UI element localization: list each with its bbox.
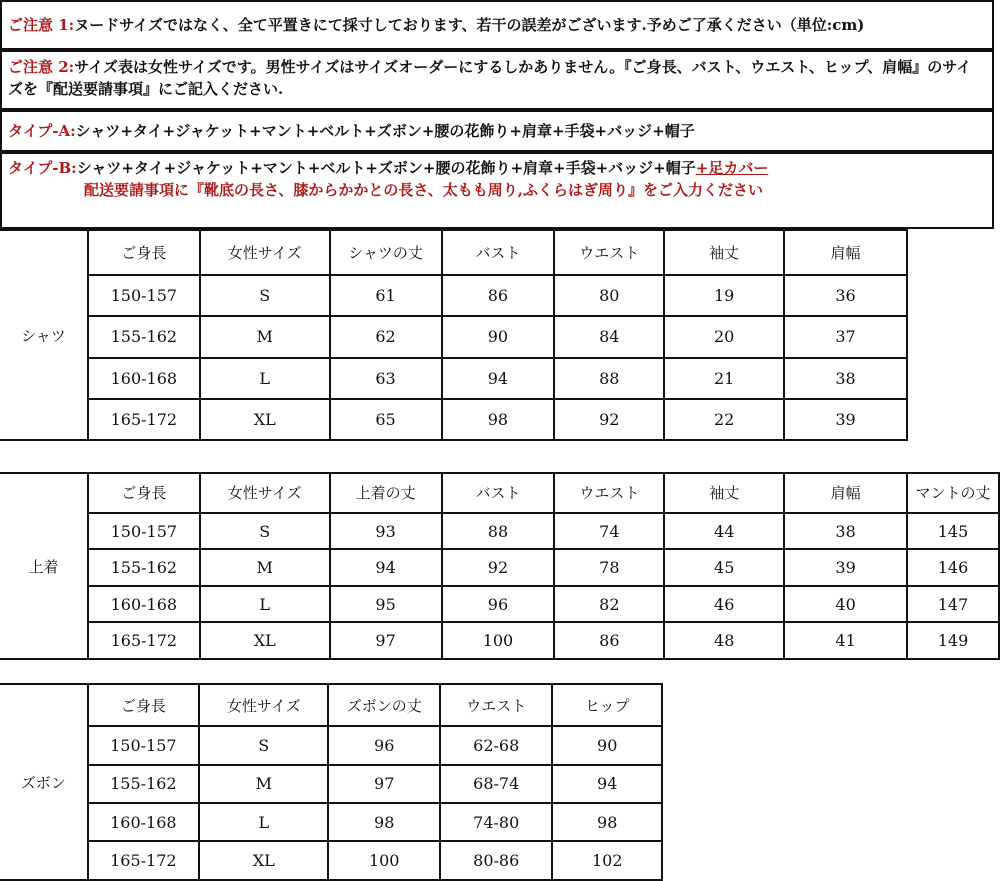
table-cell: 74-80 bbox=[440, 803, 552, 841]
shirt-size-table bbox=[0, 229, 908, 441]
table-cell: 90 bbox=[442, 316, 555, 357]
table-cell: 155-162 bbox=[88, 549, 200, 586]
note-text: ヌードサイズではなく、全て平置きにて採寸しております、若干の誤差がございます.予めご了承ください（単位:cm) bbox=[74, 16, 865, 34]
table-row bbox=[0, 622, 999, 659]
table-row bbox=[0, 803, 662, 841]
header-row bbox=[0, 684, 662, 726]
column-header: バスト bbox=[442, 230, 555, 275]
type-extra: +足カバー bbox=[695, 159, 769, 177]
table-row bbox=[0, 316, 907, 357]
column-header: 女性サイズ bbox=[199, 684, 328, 726]
type-label: タイプ-B: bbox=[8, 159, 77, 177]
column-header: 袖丈 bbox=[664, 230, 784, 275]
table-cell: 98 bbox=[552, 803, 662, 841]
table-cell: 98 bbox=[328, 803, 440, 841]
note-2 bbox=[0, 50, 994, 110]
table-cell: 80-86 bbox=[440, 841, 552, 880]
column-header: 袖丈 bbox=[664, 473, 784, 513]
column-header: マントの丈 bbox=[907, 473, 999, 513]
table-cell: 165-172 bbox=[88, 622, 200, 659]
column-header: 女性サイズ bbox=[200, 230, 330, 275]
table-cell: M bbox=[199, 765, 328, 803]
type-label: タイプ-A: bbox=[8, 122, 76, 140]
jacket-size-table bbox=[0, 472, 1000, 660]
column-header: ウエスト bbox=[440, 684, 552, 726]
table-cell: 160-168 bbox=[88, 586, 200, 623]
table-cell: 95 bbox=[330, 586, 442, 623]
column-header: バスト bbox=[442, 473, 555, 513]
table-cell: 62 bbox=[330, 316, 442, 357]
table-cell: 80 bbox=[554, 275, 664, 316]
table-cell: 84 bbox=[554, 316, 664, 357]
column-header: 肩幅 bbox=[784, 230, 907, 275]
table-cell: 155-162 bbox=[88, 765, 200, 803]
table-cell: 44 bbox=[664, 513, 784, 550]
table-cell: 165-172 bbox=[88, 399, 200, 440]
table-cell: S bbox=[200, 513, 330, 550]
note-1 bbox=[0, 0, 994, 50]
table-cell: 22 bbox=[664, 399, 784, 440]
table-cell: 88 bbox=[554, 358, 664, 399]
table-cell: 96 bbox=[442, 586, 555, 623]
table-row bbox=[0, 275, 907, 316]
table-cell: 61 bbox=[330, 275, 442, 316]
table-cell: 46 bbox=[664, 586, 784, 623]
table-cell: 88 bbox=[442, 513, 555, 550]
table-cell: 97 bbox=[330, 622, 442, 659]
note-label: ご注意 1: bbox=[8, 16, 75, 34]
table-cell: 38 bbox=[784, 358, 907, 399]
table-cell: M bbox=[200, 549, 330, 586]
table-cell: 21 bbox=[664, 358, 784, 399]
table-cell: 74 bbox=[554, 513, 664, 550]
column-header: 女性サイズ bbox=[200, 473, 330, 513]
table-cell: 150-157 bbox=[88, 275, 200, 316]
table-cell: 63 bbox=[330, 358, 442, 399]
type-b bbox=[0, 152, 994, 229]
table-cell: 20 bbox=[664, 316, 784, 357]
table-cell: 102 bbox=[552, 841, 662, 880]
column-header: ウエスト bbox=[554, 473, 664, 513]
table-cell: S bbox=[200, 275, 330, 316]
table-cell: 86 bbox=[554, 622, 664, 659]
header-row bbox=[0, 230, 907, 275]
table-cell: 93 bbox=[330, 513, 442, 550]
table-cell: 62-68 bbox=[440, 726, 552, 764]
table-cell: XL bbox=[200, 399, 330, 440]
group-label: ズボン bbox=[0, 684, 88, 880]
table-cell: 160-168 bbox=[88, 803, 200, 841]
table-cell: 68-74 bbox=[440, 765, 552, 803]
table-cell: 37 bbox=[784, 316, 907, 357]
table-cell: XL bbox=[200, 622, 330, 659]
table-row bbox=[0, 399, 907, 440]
group-label: シャツ bbox=[0, 230, 88, 440]
table-cell: 94 bbox=[442, 358, 555, 399]
table-cell: 97 bbox=[328, 765, 440, 803]
table-cell: 149 bbox=[907, 622, 999, 659]
header-row bbox=[0, 473, 999, 513]
column-header: ご身長 bbox=[88, 684, 200, 726]
table-cell: 92 bbox=[554, 399, 664, 440]
table-cell: 19 bbox=[664, 275, 784, 316]
group-label: 上着 bbox=[0, 473, 88, 659]
column-header: ご身長 bbox=[88, 230, 200, 275]
table-cell: 94 bbox=[330, 549, 442, 586]
table-cell: M bbox=[200, 316, 330, 357]
table-cell: 78 bbox=[554, 549, 664, 586]
table-cell: 160-168 bbox=[88, 358, 200, 399]
column-header: ヒップ bbox=[552, 684, 662, 726]
table-cell: XL bbox=[199, 841, 328, 880]
table-cell: 82 bbox=[554, 586, 664, 623]
column-header: シャツの丈 bbox=[330, 230, 442, 275]
column-header: 上着の丈 bbox=[330, 473, 442, 513]
note-text: サイズ表は女性サイズです。男性サイズはサイズオーダーにするしかありません。『ご身長、バスト、ウエスト、ヒップ、肩幅』のサイズを『配送要請事項』にご記入ください. bbox=[8, 58, 972, 98]
table-cell: L bbox=[200, 358, 330, 399]
table-cell: 150-157 bbox=[88, 726, 200, 764]
table-cell: 39 bbox=[784, 399, 907, 440]
type-b-note: 配送要請事項に『靴底の長さ、膝からかかとの長さ、太もも周り,ふくらはぎ周り』をご入力ください bbox=[84, 181, 764, 199]
table-row bbox=[0, 549, 999, 586]
table-cell: 39 bbox=[784, 549, 907, 586]
column-header: 肩幅 bbox=[784, 473, 907, 513]
table-cell: 165-172 bbox=[88, 841, 200, 880]
table-cell: 38 bbox=[784, 513, 907, 550]
note-label: ご注意 2: bbox=[8, 58, 75, 76]
column-header: ご身長 bbox=[88, 473, 200, 513]
table-cell: 36 bbox=[784, 275, 907, 316]
table-cell: L bbox=[199, 803, 328, 841]
table-cell: 48 bbox=[664, 622, 784, 659]
table-cell: 90 bbox=[552, 726, 662, 764]
column-header: ズボンの丈 bbox=[328, 684, 440, 726]
table-cell: 41 bbox=[784, 622, 907, 659]
table-cell: 40 bbox=[784, 586, 907, 623]
table-row bbox=[0, 586, 999, 623]
table-row bbox=[0, 841, 662, 880]
type-text: シャツ+タイ+ジャケット+マント+ベルト+ズボン+腰の花飾り+肩章+手袋+バッジ+帽子 bbox=[76, 159, 696, 177]
type-a bbox=[0, 110, 994, 152]
table-cell: 94 bbox=[552, 765, 662, 803]
type-text: シャツ+タイ+ジャケット+マント+ベルト+ズボン+腰の花飾り+肩章+手袋+バッジ+帽子 bbox=[75, 122, 695, 140]
table-cell: 92 bbox=[442, 549, 555, 586]
table-cell: 98 bbox=[442, 399, 555, 440]
table-cell: 65 bbox=[330, 399, 442, 440]
table-cell: 147 bbox=[907, 586, 999, 623]
table-cell: 96 bbox=[328, 726, 440, 764]
table-cell: S bbox=[199, 726, 328, 764]
table-cell: L bbox=[200, 586, 330, 623]
table-row bbox=[0, 513, 999, 550]
table-cell: 150-157 bbox=[88, 513, 200, 550]
table-cell: 145 bbox=[907, 513, 999, 550]
column-header: ウエスト bbox=[554, 230, 664, 275]
table-row bbox=[0, 726, 662, 764]
table-row bbox=[0, 358, 907, 399]
table-cell: 155-162 bbox=[88, 316, 200, 357]
table-cell: 100 bbox=[328, 841, 440, 880]
table-cell: 86 bbox=[442, 275, 555, 316]
table-cell: 100 bbox=[442, 622, 555, 659]
table-cell: 45 bbox=[664, 549, 784, 586]
table-row bbox=[0, 765, 662, 803]
pants-size-table bbox=[0, 683, 663, 881]
table-cell: 146 bbox=[907, 549, 999, 586]
